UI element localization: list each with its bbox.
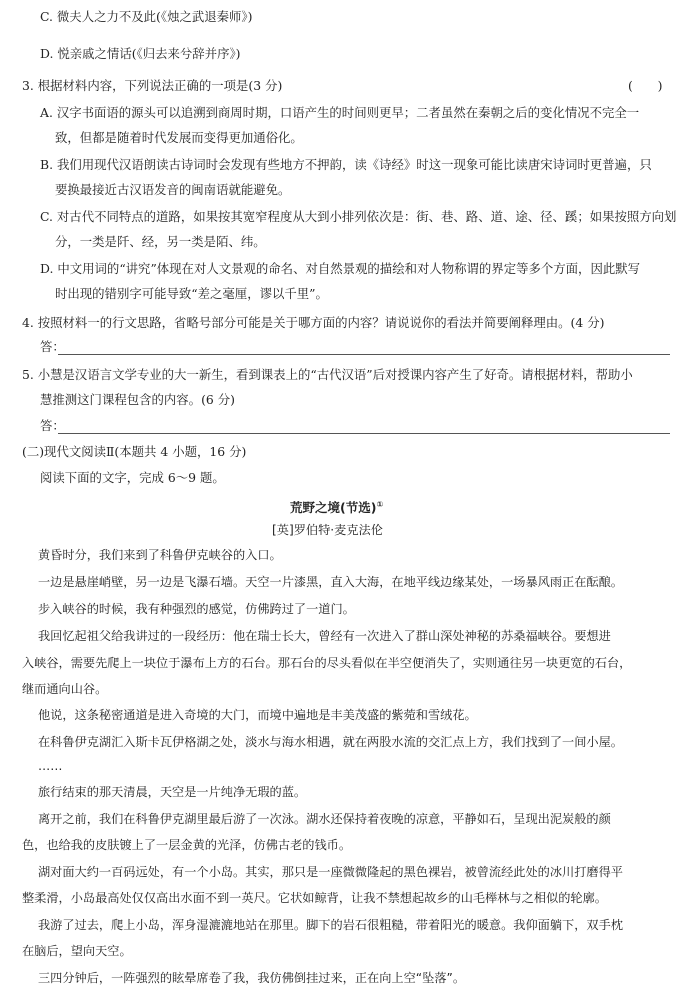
q3-option-a-line1: A. 汉字书面语的源头可以追溯到商周时期，口语产生的时间则更早；二者虽然在秦朝之后的变化情况不完全一 xyxy=(40,105,640,120)
passage-para-7: 旅行结束的那天清晨，天空是一片纯净无瑕的蓝。 xyxy=(38,785,307,799)
q3-option-b-line1: B. 我们用现代汉语朗读古诗词时会发现有些地方不押韵，读《诗经》时这一现象可能比读唐宋诗词时更普遍，只 xyxy=(40,157,652,172)
q3-option-d-line2: 时出现的错别字可能导致“差之毫厘，谬以千里”。 xyxy=(55,286,328,301)
passage-ellipsis: …… xyxy=(38,759,63,773)
reading-instruction: 阅读下面的文字，完成 6～9 题。 xyxy=(40,470,225,485)
q3-answer-parentheses: ( ) xyxy=(628,78,663,93)
passage-author: [英]罗伯特·麦克法伦 xyxy=(272,523,383,537)
q2-option-d: D. 悦亲戚之情话(《归去来兮辞并序》) xyxy=(40,46,241,61)
passage-para-8-line1: 离开之前，我们在科鲁伊克湖里最后游了一次泳。湖水还保持着夜晚的凉意，平静如石，呈现出泥炭般的颜 xyxy=(38,812,611,826)
passage-para-8-line2: 色，也给我的皮肤镀上了一层金黄的光泽，仿佛古老的钱币。 xyxy=(22,838,352,852)
passage-para-1: 黄昏时分，我们来到了科鲁伊克峡谷的入口。 xyxy=(38,548,282,562)
passage-para-6: 在科鲁伊克湖汇入斯卡瓦伊格湖之处，淡水与海水相遇，就在两股水流的交汇点上方，我们找到了一间小屋。 xyxy=(38,735,623,749)
q5-stem-line1: 5. 小慧是汉语言文学专业的大一新生，看到课表上的“古代汉语”后对授课内容产生了好奇。请根据材料，帮助小 xyxy=(22,367,633,382)
q3-option-b-line2: 要换最接近古汉语发音的闽南语就能避免。 xyxy=(55,182,291,197)
q5-stem-line2: 慧推测这门课程包含的内容。(6 分) xyxy=(40,392,235,407)
passage-para-9-line1: 湖对面大约一百码远处，有一个小岛。其实，那只是一座微微隆起的黑色裸岩，被曾流经此处的冰川打磨得平 xyxy=(38,865,623,879)
passage-para-3: 步入峡谷的时候，我有种强烈的感觉，仿佛跨过了一道门。 xyxy=(38,602,355,616)
passage-para-9-line2: 整柔滑，小岛最高处仅仅高出水面不到一英尺。它状如鲸背，让我不禁想起故乡的山毛榉林与之相似的轮廓。 xyxy=(22,891,607,905)
passage-title-text: 荒野之境(节选) xyxy=(290,500,377,516)
passage-para-11: 三四分钟后，一阵强烈的眩晕席卷了我，我仿佛倒挂过来，正在向上空“坠落”。 xyxy=(38,971,466,985)
q4-answer-label: 答： xyxy=(40,339,65,354)
q5-answer-label: 答： xyxy=(40,418,65,433)
q3-option-c-line1: C. 对古代不同特点的道路，如果按其宽窄程度从大到小排列依次是：街、巷、路、道、途、径、蹊；如果按照方向划 xyxy=(40,209,677,224)
section-heading: (二)现代文阅读Ⅱ(本题共 4 小题，16 分) xyxy=(22,444,247,459)
passage-para-4-line2: 入峡谷，需要先爬上一块位于瀑布上方的石台。那石台的尽头看似在半空便消失了，实则通往另一块更宽的石台， xyxy=(22,656,632,670)
passage-para-2: 一边是悬崖峭壁，另一边是飞瀑石墙。天空一片漆黑，直入大海，在地平线边缘某处，一场暴风雨正在酝酿。 xyxy=(38,575,623,589)
q3-option-a-line2: 致，但都是随着时代发展而变得更加通俗化。 xyxy=(55,130,303,145)
q3-option-d-line1: D. 中文用词的“讲究”体现在对人文景观的命名、对自然景观的描绘和对人物称谓的界定等多个方面，因此默写 xyxy=(40,261,641,276)
q4-answer-line[interactable] xyxy=(58,354,670,355)
q3-stem: 3. 根据材料内容，下列说法正确的一项是(3 分) xyxy=(22,78,283,93)
passage-para-10-line1: 我游了过去，爬上小岛，浑身湿漉漉地站在那里。脚下的岩石很粗糙，带着阳光的暖意。我仰面躺下，双手枕 xyxy=(38,918,623,932)
title-footnote-marker: ① xyxy=(376,500,384,509)
q4-stem: 4. 按照材料一的行文思路，省略号部分可能是关于哪方面的内容？请说说你的看法并简要阐释理由。(4 分) xyxy=(22,315,605,330)
passage-para-4-line1: 我回忆起祖父给我讲过的一段经历：他在瑞士长大，曾经有一次进入了群山深处神秘的苏桑福峡谷。要想进 xyxy=(38,629,611,643)
q5-answer-line[interactable] xyxy=(58,433,670,434)
passage-title xyxy=(290,496,383,517)
passage-para-4-line3: 继而通向山谷。 xyxy=(22,682,108,696)
q2-option-c: C. 微夫人之力不及此(《烛之武退秦师》) xyxy=(40,9,253,24)
passage-para-5: 他说，这条秘密通道是进入奇境的大门，而境中遍地是丰美茂盛的紫菀和雪绒花。 xyxy=(38,708,477,722)
passage-para-10-line2: 在脑后，望向天空。 xyxy=(22,944,132,958)
q3-option-c-line2: 分，一类是阡、经，另一类是陌、纬。 xyxy=(55,234,266,249)
